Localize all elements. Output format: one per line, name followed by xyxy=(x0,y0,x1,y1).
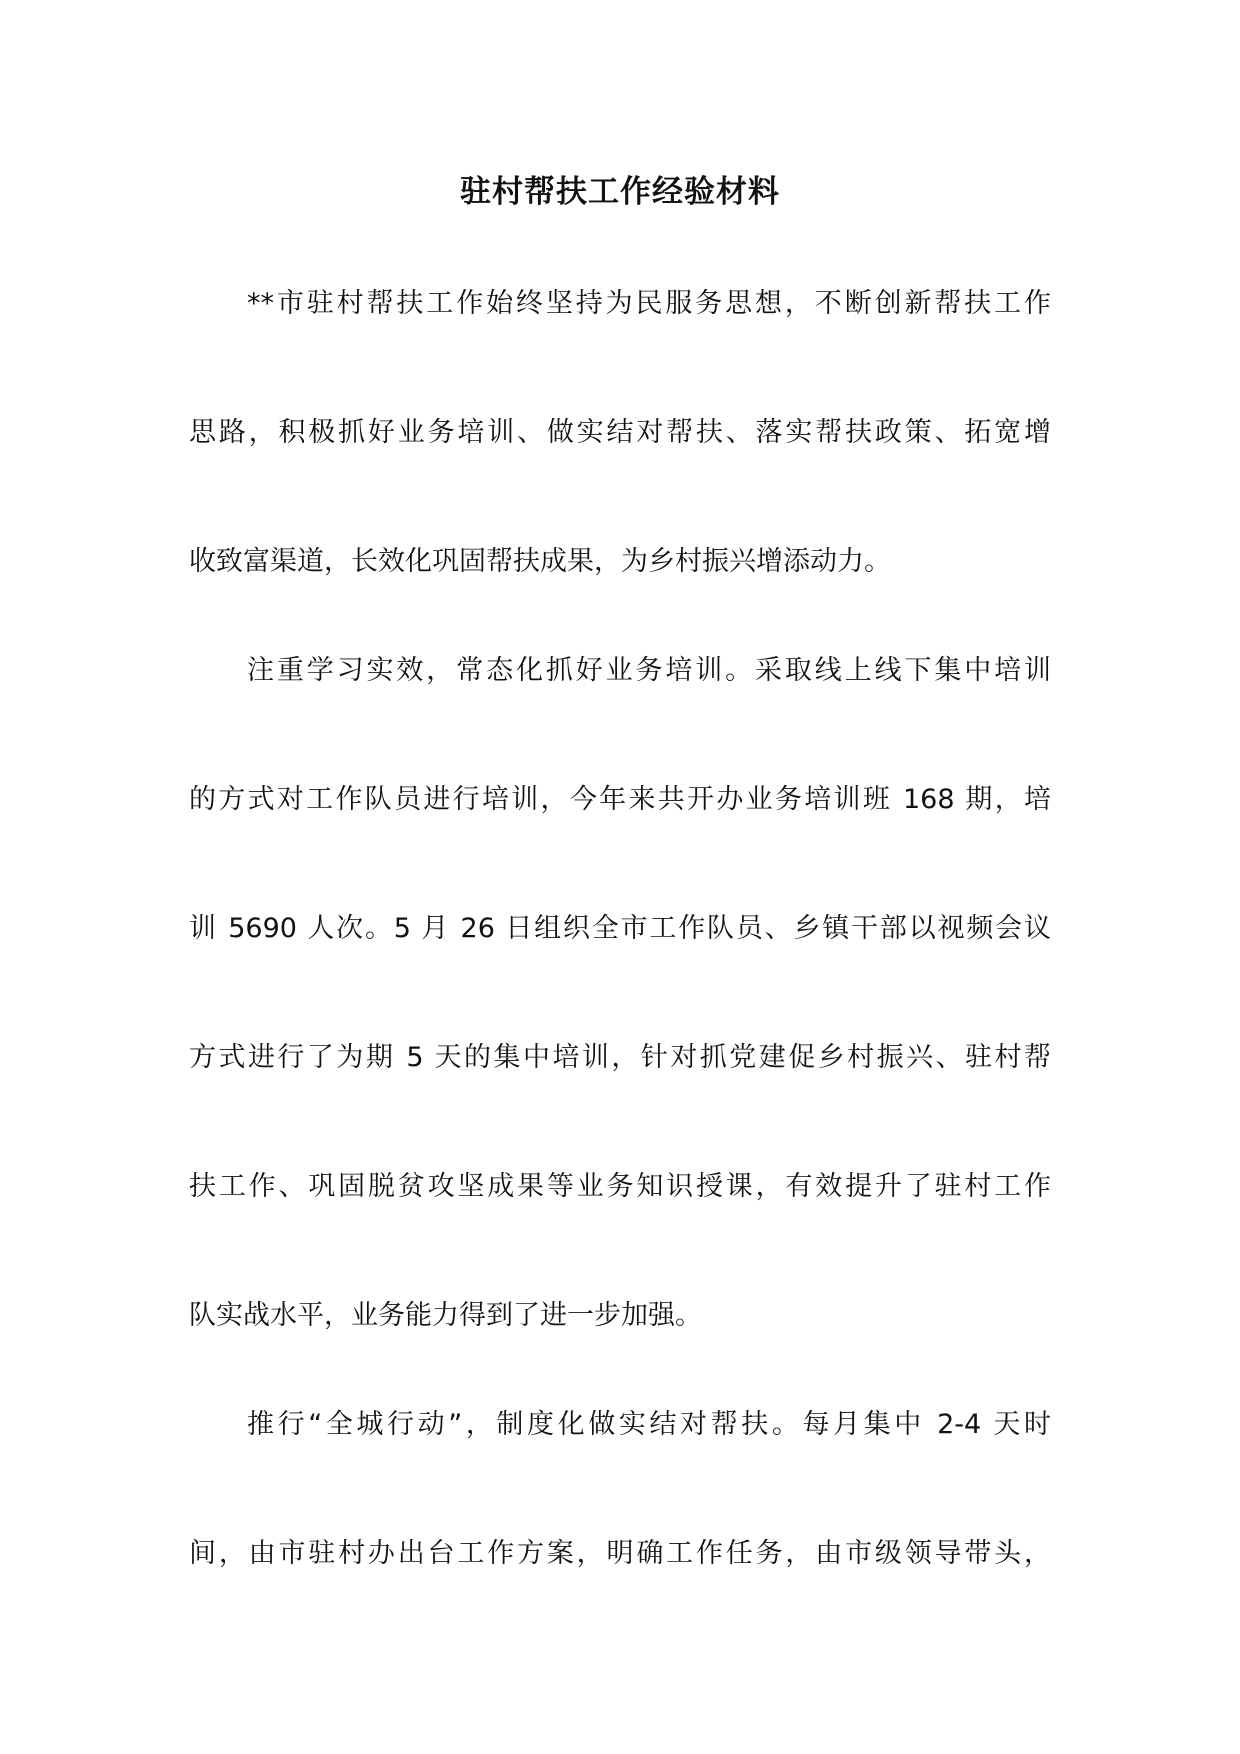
paragraph-2-line-5: 扶工作、巩固脱贫攻坚成果等业务知识授课，有效提升了驻村工作 xyxy=(189,1171,1051,1202)
paragraph-2-line-2: 的方式对工作队员进行培训，今年来共开办业务培训班 168 期，培 xyxy=(189,784,1051,815)
paragraph-2-line-6: 队实战水平，业务能力得到了进一步加强。 xyxy=(189,1300,702,1331)
paragraph-1-line-3: 收致富渠道，长效化巩固帮扶成果，为乡村振兴增添动力。 xyxy=(189,546,891,577)
paragraph-2-line-4: 方式进行了为期 5 天的集中培训，针对抓党建促乡村振兴、驻村帮 xyxy=(189,1042,1051,1073)
paragraph-2-line-1: 注重学习实效，常态化抓好业务培训。采取线上线下集中培训 xyxy=(247,655,1051,686)
paragraph-2-line-3: 训 5690 人次。5 月 26 日组织全市工作队员、乡镇干部以视频会议 xyxy=(189,913,1051,944)
paragraph-3-line-1: 推行“全城行动”，制度化做实结对帮扶。每月集中 2-4 天时 xyxy=(247,1409,1051,1440)
paragraph-1-line-1: **市驻村帮扶工作始终坚持为民服务思想，不断创新帮扶工作 xyxy=(247,288,1051,319)
paragraph-3-line-2: 间，由市驻村办出台工作方案，明确工作任务，由市级领导带头， xyxy=(189,1538,1051,1569)
paragraph-1-line-2: 思路，积极抓好业务培训、做实结对帮扶、落实帮扶政策、拓宽增 xyxy=(189,417,1051,448)
document-title: 驻村帮扶工作经验材料 xyxy=(460,174,780,210)
